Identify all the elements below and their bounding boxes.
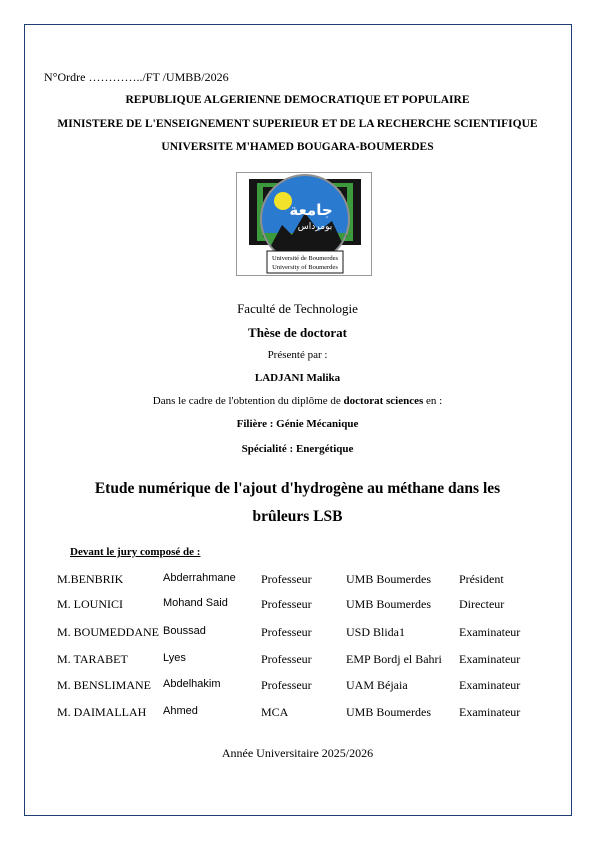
jury-name: M. TARABET [57,652,128,666]
jury-first: Lyes [163,652,186,664]
jury-name: M. BOUMEDDANE [57,625,159,639]
thesis-type: Thèse de doctorat [248,325,347,340]
specialite-label: Spécialité : Energétique [241,443,354,455]
order-number: N°Ordre …………../FT /UMBB/2026 [44,70,229,84]
jury-grade: Professeur [261,652,312,666]
ministry-heading: MINISTERE DE L'ENSEIGNEMENT SUPERIEUR ET DE LA RECHERCHE SCIENTIFIQUE [57,118,538,130]
logo-arabic-line2: بومرداس [297,222,333,232]
jury-name: M. BENSLIMANE [57,678,152,692]
jury-role: Président [459,572,504,586]
jury-name: M.BENBRIK [57,572,124,586]
faculty-name: Faculté de Technologie [237,301,358,316]
jury-first: Ahmed [163,705,198,717]
logo-caption-fr: Université de Boumerdes [271,255,339,262]
jury-grade: MCA [261,705,289,719]
thesis-title-line2: brûleurs LSB [252,508,343,525]
jury-institution: UMB Boumerdes [346,572,431,586]
jury-institution: EMP Bordj el Bahri [346,652,442,666]
jury-institution: UMB Boumerdes [346,597,431,611]
jury-institution: UAM Béjaia [346,678,408,692]
jury-first: Boussad [163,625,206,637]
jury-role: Examinateur [459,705,521,719]
filiere-label: Filière : Génie Mécanique [236,418,359,430]
context-text: Dans le cadre de l'obtention du diplôme de [152,395,344,407]
jury-institution: UMB Boumerdes [346,705,431,719]
jury-first: Mohand Said [163,597,228,609]
university-logo [236,172,372,276]
jury-role: Examinateur [459,652,521,666]
jury-first: Abdelhakim [163,678,221,690]
academic-year: Année Universitaire 2025/2026 [221,746,374,760]
jury-grade: Professeur [261,625,312,639]
context-suffix: en : [423,395,443,407]
presented-by-label: Présenté par : [267,349,328,361]
jury-grade: Professeur [261,597,312,611]
jury-name: M. DAIMALLAH [57,705,147,719]
author-name: LADJANI Malika [254,372,341,384]
context-degree: doctorat sciences [343,395,424,407]
thesis-title-line1: Etude numérique de l'ajout d'hydrogène au méthane dans les [94,480,501,497]
jury-role: Directeur [459,597,505,611]
republic-heading: REPUBLIQUE ALGERIENNE DEMOCRATIQUE ET POPULAIRE [125,94,470,106]
jury-name: M. LOUNICI [57,597,123,611]
diploma-context [0,395,595,407]
logo-caption-en: University of Boumerdes [272,264,338,271]
jury-role: Examinateur [459,678,521,692]
jury-grade: Professeur [261,572,312,586]
jury-institution: USD Blida1 [346,625,406,639]
logo-arabic-line1: جامعة [289,201,333,219]
jury-heading: Devant le jury composé de : [70,546,201,558]
jury-first: Abderrahmane [163,572,236,584]
jury-role: Examinateur [459,625,521,639]
university-heading: UNIVERSITE M'HAMED BOUGARA-BOUMERDES [161,141,434,153]
jury-grade: Professeur [261,678,312,692]
